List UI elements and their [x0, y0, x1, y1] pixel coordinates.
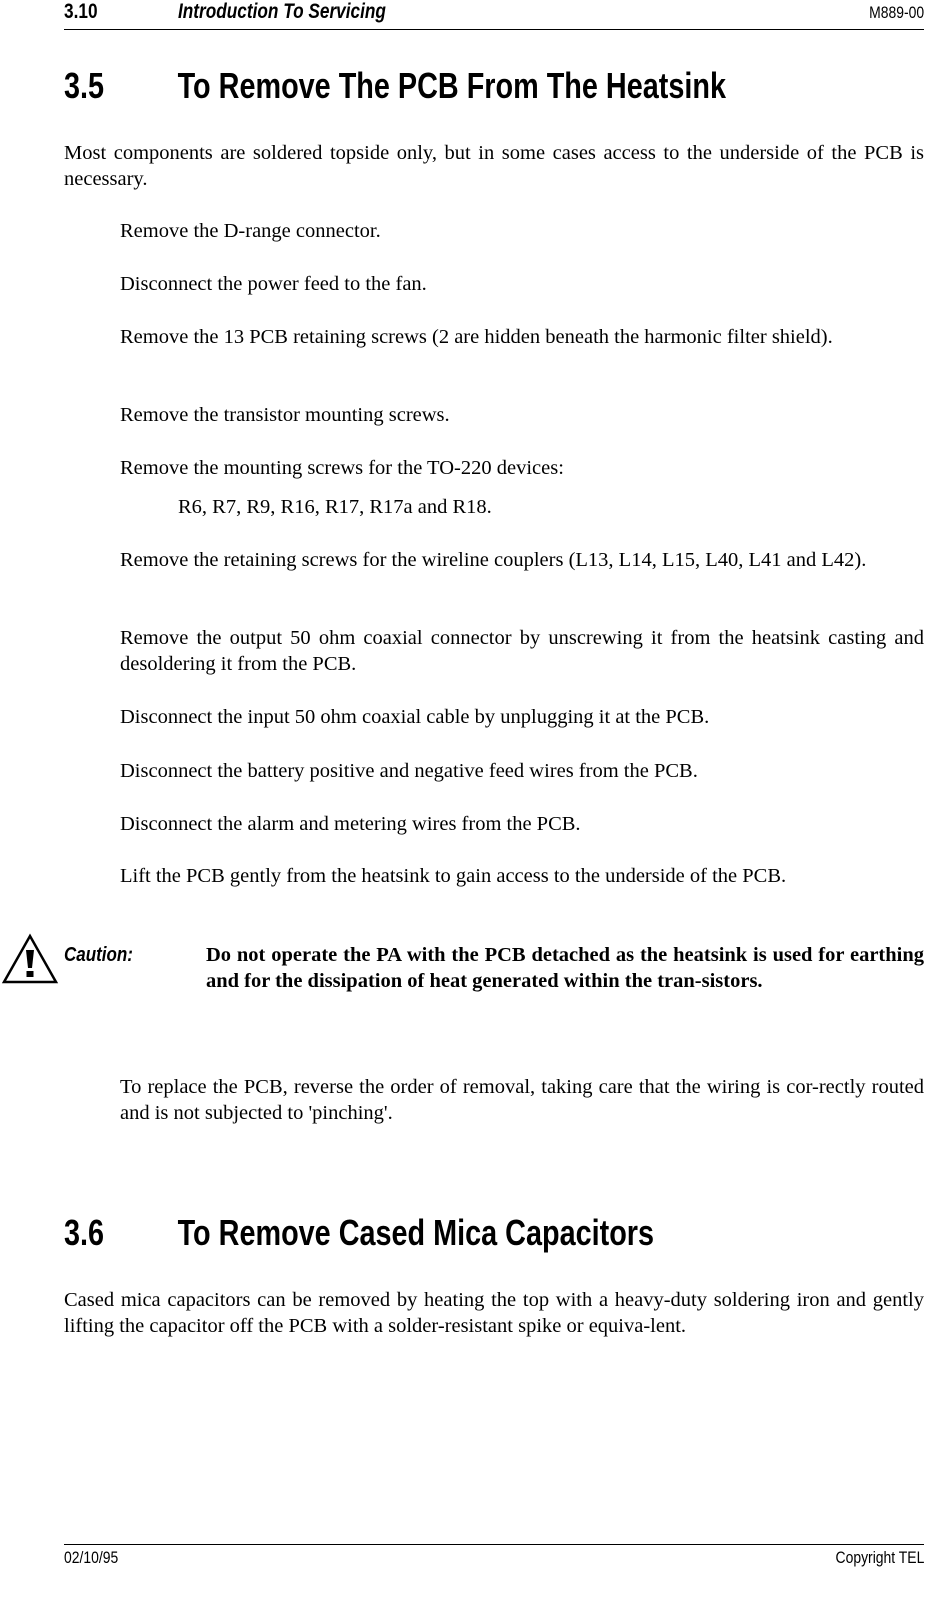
step-item: Disconnect the battery positive and negative feed wires from the PCB. [120, 760, 698, 782]
warning-icon [0, 930, 60, 988]
section-title: To Remove The PCB From The Heatsink [177, 65, 726, 106]
footer-date: 02/10/95 [64, 1548, 119, 1567]
mica-paragraph: Cased mica capacitors can be removed by heating the top with a heavy-duty soldering iron and gently lifting the capacitor off the PCB with a solder-resistant spike or equiva-lent. [64, 1289, 924, 1337]
footer-copyright: Copyright TEL [835, 1548, 924, 1567]
caution-text: Do not operate the PA with the PCB detached as the heatsink is used for earthing and for the dissipation of heat generated within the tran-sistors. [206, 944, 924, 992]
section-title: To Remove Cased Mica Capacitors [177, 1212, 655, 1253]
step-item: Remove the D-range connector. [120, 220, 381, 242]
step-item: Disconnect the input 50 ohm coaxial cable by unplugging it at the PCB. [120, 706, 710, 728]
header-document-code: M889-00 [868, 3, 924, 22]
section-3-6-heading [64, 1213, 654, 1253]
header-section-number: 3.10 [64, 0, 98, 23]
step-item: Lift the PCB gently from the heatsink to gain access to the underside of the PCB. [120, 865, 787, 887]
step-item: Remove the output 50 ohm coaxial connector by unscrewing it from the heatsink casting and desoldering it from the PCB. [120, 627, 924, 675]
intro-paragraph: Most components are soldered topside only, but in some cases access to the underside of the PCB is necessary. [64, 142, 924, 190]
page-header [64, 0, 924, 30]
caution-label: Caution: [64, 944, 133, 966]
header-section-title: Introduction To Servicing [178, 0, 386, 23]
section-number: 3.6 [64, 1212, 105, 1253]
replace-paragraph: To replace the PCB, reverse the order of removal, taking care that the wiring is cor-rectly routed and is not subjected to 'pinching'. [120, 1076, 924, 1124]
step-item: Disconnect the alarm and metering wires from the PCB. [120, 813, 581, 835]
step-item: Remove the transistor mounting screws. [120, 404, 450, 426]
device-list: R6, R7, R9, R16, R17, R17a and R18. [178, 496, 492, 518]
step-item: Remove the retaining screws for the wireline couplers (L13, L14, L15, L40, L41 and L42). [120, 549, 867, 571]
step-item: Remove the 13 PCB retaining screws (2 are hidden beneath the harmonic filter shield). [120, 326, 833, 348]
section-3-5-heading [64, 66, 726, 106]
step-item: Remove the mounting screws for the TO-220 devices: [120, 457, 564, 479]
section-number: 3.5 [64, 65, 105, 106]
page-footer [64, 1544, 924, 1567]
step-item: Disconnect the power feed to the fan. [120, 273, 427, 295]
